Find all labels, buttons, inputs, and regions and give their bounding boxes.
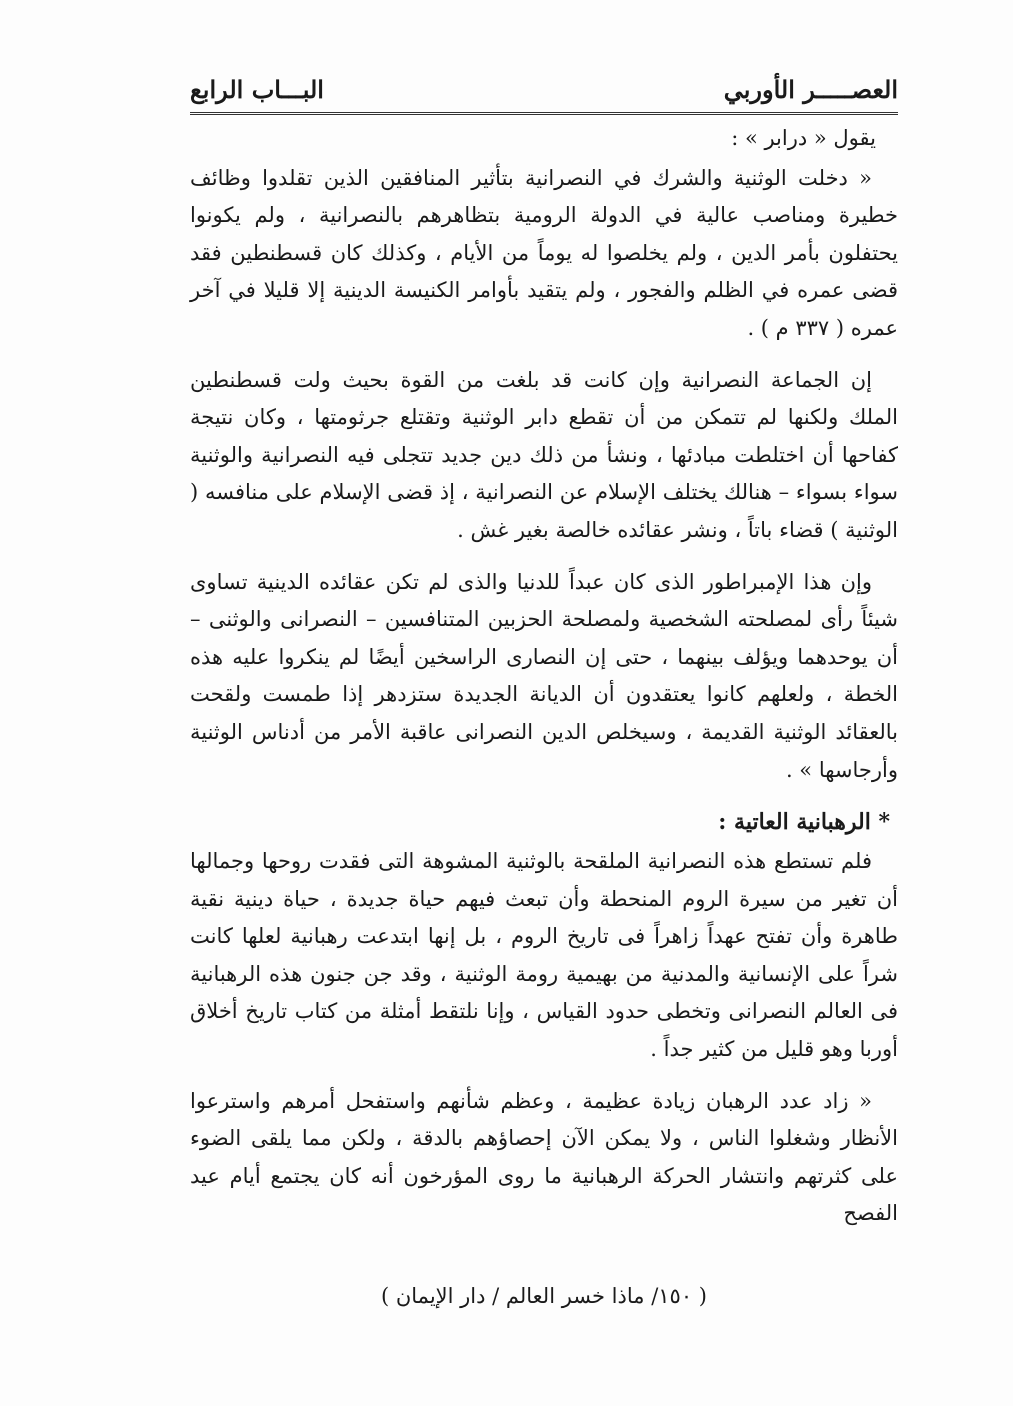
- intro-line: يقول « درابر » :: [731, 126, 876, 150]
- paragraph-5: « زاد عدد الرهبان زيادة عظيمة ، وعظم شأنهم واستفحل أمرهم واسترعوا الأنظار وشغلوا الناس ، ولا يمكن الآن إحصاؤهم بالدقة ، ولكن مما يلقى الضوء على كثرتهم وانتشار الحركة الرهبانية ما روى المؤرخون أنه كان يجتمع أيام عيد الفصح: [190, 1088, 898, 1226]
- paragraph-1: « دخلت الوثنية والشرك في النصرانية بتأثير المنافقين الذين تقلدوا وظائف خطيرة ومناصب عالية في الدولة الرومية بتظاهرهم بالنصرانية ، ولم يكونوا يحتفلون بأمر الدين ، ولم يخلصوا له يوماً من الأيام ، وكذلك كان قسطنطين فقد قضى عمره في الظلم والفجور ، ولم يتقيد بأوامر الكنيسة الدينية إلا قليلا في آخر عمره ( ٣٣٧ م ) .: [190, 165, 898, 340]
- page-body: [190, 120, 898, 1247]
- chapter-title: البـــاب الرابع: [190, 74, 324, 104]
- paragraph-4: فلم تستطع هذه النصرانية الملقحة بالوثنية المشوهة التى فقدت روحها وجمالها أن تغير من سيرة الروم المنحطة وأن تبعث فيهم حياة جديدة ، حياة دينية نقية طاهرة وأن تفتح عهداً زاهراً فى تاريخ الروم ، بل إنها ابتدعت رهبانية لعلها كانت شراً على الإنسانية والمدنية من بهيمية رومة الوثنية ، وقد جن جنون هذه الرهبانية فى العالم النصرانى وتخطى حدود القياس ، وإنا نلتقط أمثلة من كتاب تاريخ أخلاق أوربا وهو قليل من كثير جداً .: [190, 849, 898, 1062]
- paragraph-2: إن الجماعة النصرانية وإن كانت قد بلغت من القوة بحيث ولت قسطنطين الملك ولكنها لم تتمكن من أن تقطع دابر الوثنية وتقتلع جرثومتها ، وكان نتيجة كفاحها أن اختلطت مبادئها ، ونشأ من ذلك دين جديد تتجلى فيه النصرانية والوثنية سواء بسواء – هنالك يختلف الإسلام عن النصرانية ، إذ قضى الإسلام على منافسه ( الوثنية ) قضاء باتاً ، ونشر عقائده خالصة بغير غش .: [190, 367, 898, 542]
- book-section-title: العصـــــر الأوربي: [723, 74, 898, 104]
- running-header: [190, 66, 898, 115]
- paragraph-3: وإن هذا الإمبراطور الذى كان عبداً للدنيا والذى لم تكن عقائده الدينية تساوى شيئاً رأى لمصلحته الشخصية ولمصلحة الحزبين المتنافسين – النصرانى والوثنى – أن يوحدهما ويؤلف بينهما ، حتى إن النصارى الراسخين أيضًا لم ينكروا عليه هذه الخطة ، ولعلهم كانوا يعتقدون أن الديانة الجديدة ستزدهر إذا طمست ولقحت بالعقائد الوثنية القديمة ، وسيخلص الدين النصرانى عاقبة الأمر من أدناس الوثنية وأرجاسها » .: [190, 569, 898, 782]
- section-heading: * الرهبانية العاتية :: [718, 809, 890, 836]
- page-footer: ( ١٥٠/ ماذا خسر العالم / دار الإيمان ): [380, 1284, 707, 1308]
